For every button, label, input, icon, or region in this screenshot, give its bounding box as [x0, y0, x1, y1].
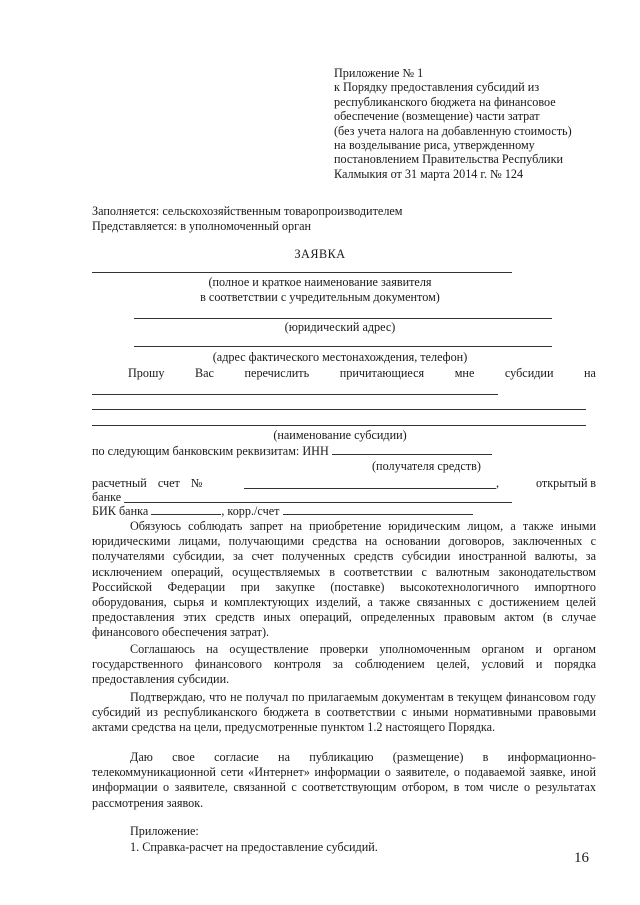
- publication-consent-paragraph: Даю свое согласие на публикацию (размещение) в информационно-телекоммуникационной сети «Интернет» информации о заявителе, о подаваемой заявке, иной информации о заявителе, связанной с соответствующим отбором, в том числе о результатах рассмотрения заявок.: [92, 750, 596, 810]
- bik-field[interactable]: [151, 514, 221, 515]
- request-word: мне: [454, 366, 475, 380]
- account-field[interactable]: [244, 488, 496, 489]
- header-line: республиканского бюджета на финансовое: [334, 94, 556, 109]
- subsidy-name-line-1[interactable]: [92, 394, 498, 395]
- bank-label: банке: [92, 490, 122, 504]
- header-line: на возделывание риса, утвержденному: [334, 138, 535, 153]
- request-word: субсидии: [504, 366, 554, 380]
- obligation-paragraph: Обязуюсь соблюдать запрет на приобретение юридическим лицом, а также иными юридическими лицами, получающими средства на основании договоров, заключенных с получателями субсидии, за счет полученных средств субсидии иностранной валюты, за исключением операций, осуществляемых в соответствии с валютным законодательством Российской Федерации при закупке (поставке) высокотехнологичного импортного оборудования, сырья и комплектующих изделий, а также связанных с достижением целей предоставления этих средств иных операций, определенных правовым актом (в случае финансового обеспечения затрат).: [92, 519, 596, 640]
- legal-address-caption: (юридический адрес): [284, 320, 396, 334]
- request-word: на: [584, 366, 596, 380]
- page-number: 16: [574, 850, 589, 866]
- request-word: Прошу: [128, 366, 165, 380]
- opened-word: открытый: [536, 476, 588, 490]
- bank-details-row: [92, 444, 492, 459]
- opened-in-words: [536, 476, 596, 491]
- attachment-item: 1. Справка-расчет на предоставление субсидий.: [130, 840, 378, 854]
- request-word: причитающиеся: [339, 366, 425, 380]
- consent-audit-paragraph: Соглашаюсь на осуществление проверки уполномоченным органом и органом государственного финансового контроля за соблюдением целей, условий и порядка предоставления субсидии.: [92, 642, 596, 687]
- actual-address-caption: (адрес фактического местонахождения, телефон): [212, 350, 468, 364]
- document-title: ЗАЯВКА: [294, 247, 346, 261]
- header-line: обеспечение (возмещение) части затрат: [334, 109, 540, 124]
- applicant-name-caption-2: в соответствии с учредительным документом): [200, 290, 440, 304]
- appendix-header: [334, 66, 572, 181]
- recipient-caption: (получателя средств): [372, 459, 481, 473]
- bik-label: БИК банка: [92, 504, 149, 518]
- filled-by-note: Заполняется: сельскохозяйственным товаропроизводителем: [92, 204, 403, 218]
- subsidy-name-line-2[interactable]: [92, 409, 586, 410]
- bank-field[interactable]: [124, 502, 512, 503]
- header-line: Калмыкия от 31 марта 2014 г. № 124: [334, 166, 524, 181]
- corr-field[interactable]: [283, 514, 473, 515]
- account-label: расчетный счет №: [92, 476, 203, 490]
- inn-field[interactable]: [332, 454, 492, 455]
- header-line: к Порядку предоставления субсидий из: [334, 80, 540, 95]
- subsidy-name-line-3[interactable]: [92, 425, 586, 426]
- attachment-title: Приложение:: [130, 824, 199, 838]
- opened-word: в: [590, 476, 596, 490]
- legal-address-line[interactable]: [134, 318, 552, 319]
- bank-details-prefix: по следующим банковским реквизитам: ИНН: [92, 444, 329, 458]
- corr-label: , корр./счет: [221, 504, 280, 518]
- request-line: [128, 366, 596, 381]
- request-word: Вас: [195, 366, 214, 380]
- applicant-name-caption-1: (полное и краткое наименование заявителя: [208, 275, 432, 289]
- actual-address-line[interactable]: [134, 346, 552, 347]
- header-line: постановлением Правительства Республики: [334, 152, 564, 167]
- header-line: Приложение № 1: [334, 66, 424, 80]
- submitted-to-note: Представляется: в уполномоченный орган: [92, 219, 312, 233]
- applicant-name-line[interactable]: [92, 272, 512, 273]
- bik-row: [92, 504, 473, 519]
- account-comma: ,: [496, 476, 500, 490]
- header-line: (без учета налога на добавленную стоимость): [334, 123, 572, 138]
- subsidy-name-caption: (наименование субсидии): [273, 428, 407, 442]
- request-word: перечислить: [244, 366, 310, 380]
- confirmation-paragraph: Подтверждаю, что не получал по прилагаемым документам в текущем финансовом году субсидий из республиканского бюджета в соответствии с иными нормативными правовыми актами средства на цели, предусмотренные пунктом 1.2 настоящего Порядка.: [92, 690, 596, 735]
